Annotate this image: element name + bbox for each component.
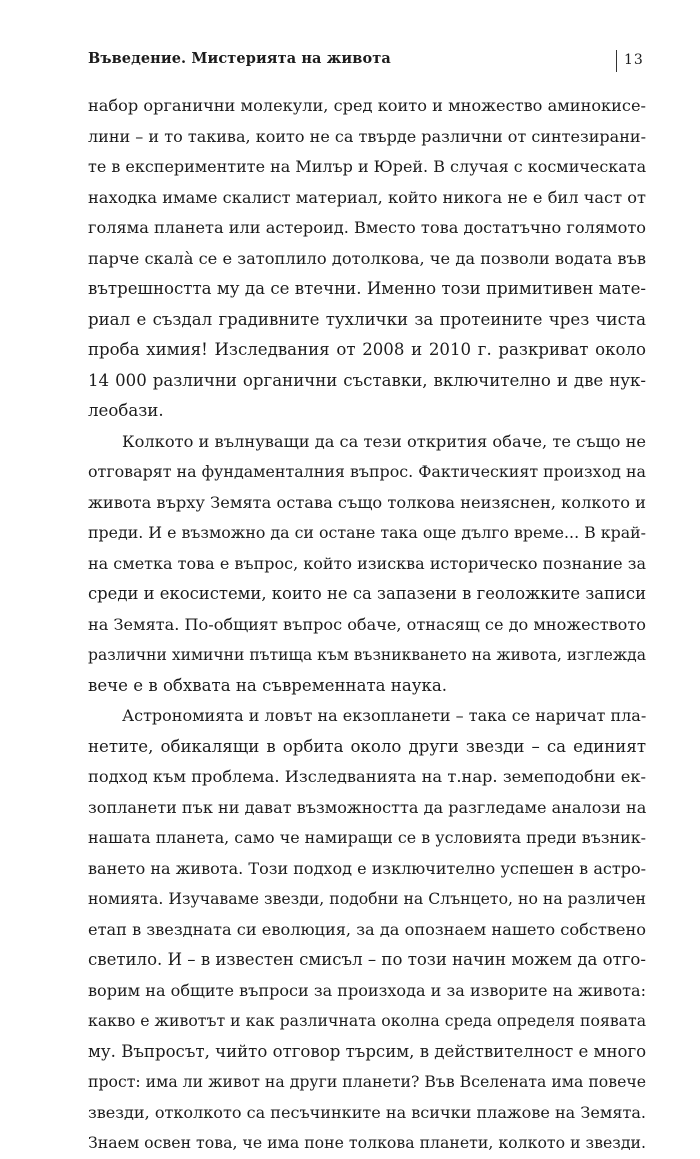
running-title: Въведение. Мистерията на живота xyxy=(88,50,391,67)
text-line: му. Въпросът, чийто отговор търсим, в действителност е много xyxy=(88,1041,647,1061)
text-line: вътрешността му да се втечни. Именно този примитивен мате- xyxy=(88,279,646,298)
text-line: среди и екосистеми, които не са запазени в геоложките записи xyxy=(88,584,646,603)
text-line: светило. И – в известен смисъл – по този начин можем да отго- xyxy=(88,950,646,969)
text-line: 14 000 различни органични съставки, включително и две нук- xyxy=(88,370,646,390)
text-line: Астрономията и ловът на екзопланети – така се наричат пла- xyxy=(122,706,647,725)
text-line: на сметка това е въпрос, който изисква историческо познание за xyxy=(88,553,646,573)
text-line: отговарят на фундаменталния въпрос. Фактическият произход на xyxy=(88,462,646,481)
text-line: етап в звездната си еволюция, за да опознаем нашето собствено xyxy=(88,919,646,939)
running-header xyxy=(88,50,648,74)
text-line: зопланети пък ни дават възможността да разгледаме аналози на xyxy=(88,797,647,817)
text-line: нетите, обикалящи в орбита около други звезди – са единият xyxy=(88,736,646,756)
text-line: лини – и то такива, които не са твърде различни от синтезирани- xyxy=(88,126,646,146)
text-line: парче скалà се е затоплило дотолкова, че да позволи водата във xyxy=(88,248,647,268)
text-line: леобази. xyxy=(88,401,164,420)
text-line: ването на живота. Този подход е изключително успешен в астро- xyxy=(88,858,646,878)
text-line: голяма планета или астероид. Вместо това достатъчно голямото xyxy=(88,218,646,237)
text-line: на Земята. По-общият въпрос обаче, отнасящ се до множеството xyxy=(88,614,646,634)
text-line: подход към проблема. Изследванията на т.нар. земеподобни ек- xyxy=(88,767,646,786)
text-line: те в експериментите на Милър и Юрей. В случая с космическата xyxy=(88,157,647,176)
page-number: 13 xyxy=(624,52,644,68)
folio-divider xyxy=(616,50,617,72)
text-line: Знаем освен това, че има поне толкова планети, колкото и звезди. xyxy=(88,1133,646,1152)
text-line: звезди, отколкото са песъчинките на всички плажове на Земята. xyxy=(88,1102,646,1122)
text-line: прост: има ли живот на други планети? Във Вселената има повече xyxy=(88,1072,647,1091)
body-text xyxy=(88,91,646,1159)
text-line: набор органични молекули, сред които и множество аминокисе- xyxy=(88,96,646,115)
text-line: Колкото и вълнуващи да са тези открития обаче, те също не xyxy=(122,431,647,451)
text-line: ворим на общите въпроси за произхода и за изворите на живота: xyxy=(88,980,646,1000)
text-line: нашата планета, само че намиращи се в условията преди възник- xyxy=(88,828,647,847)
text-line: различни химични пътища към възникването на живота, изглежда xyxy=(88,646,646,664)
text-line: какво е животът и как различната околна среда определя появата xyxy=(88,1011,647,1030)
text-line: находка имаме скалист материал, който никога не е бил част от xyxy=(88,187,646,207)
text-line: проба химия! Изследвания от 2008 и 2010 г. разкриват около xyxy=(88,340,646,359)
text-line: преди. И е възможно да си остане така още дълго време... В край- xyxy=(88,523,647,542)
text-line: номията. Изучаваме звезди, подобни на Слънцето, но на различен xyxy=(88,889,646,908)
text-line: риал е създал градивните тухлички за протеините чрез чиста xyxy=(88,309,646,329)
text-line: вече е в обхвата на съвременната наука. xyxy=(88,675,448,695)
text-line: живота върху Земята остава също толкова неизяснен, колкото и xyxy=(88,492,646,512)
